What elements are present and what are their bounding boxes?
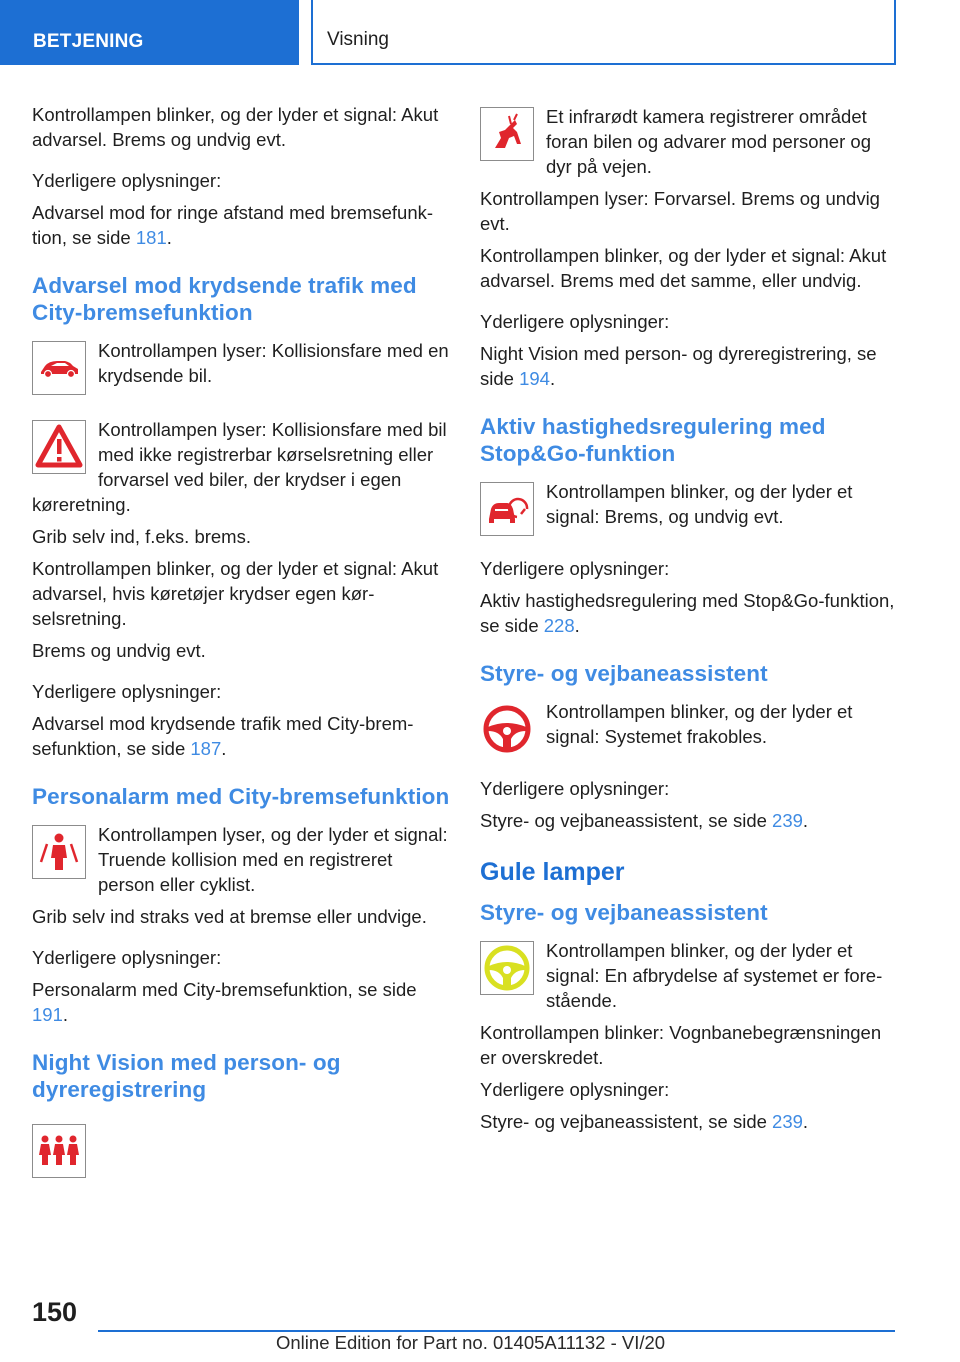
section-heading: Advarsel mod krydsende trafik med City-bremsefunktion [32,273,417,325]
paragraph: Brems og undvig evt. [32,640,206,661]
page-link[interactable]: 239 [772,810,803,831]
deer-warning-icon [480,107,534,161]
paragraph: Grib selv ind, f.eks. brems. [32,526,251,547]
paragraph: Advarsel mod krydsende trafik med City-bremsefunktion, se side 187. [32,713,414,759]
page-link[interactable]: 194 [519,368,550,389]
indicator-item [480,104,898,179]
left-column [32,102,450,1182]
paragraph: Styre- og vejbaneassistent, se side 239. [480,1111,809,1132]
crossing-car-warning-icon [32,341,86,395]
topic-tab[interactable]: Visning [311,0,896,65]
steering-wheel-red-icon [480,702,534,756]
warning-triangle-icon [32,420,86,474]
paragraph: Yderligere oplysninger: [32,681,222,702]
section-heading: Styre- og vejbaneassistent [480,661,768,686]
paragraph: Aktiv hastighedsregulering med Stop&Go-funktion, se side 228. [480,590,895,636]
paragraph: Yderligere oplysninger: [480,778,670,799]
indicator-text: Kontrollampen lyser: Kollisionsfare med en krydsende bil. [98,340,449,386]
section-heading: Aktiv hastighedsregulering med Stop&Go-funktion [480,414,826,466]
paragraph: Kontrollampen lyser: Forvarsel. Brems og undvig evt. [480,188,880,234]
indicator-item [480,699,898,760]
indicator-item [480,479,898,540]
indicator-item [32,417,450,517]
section-heading: Personalarm med City-bremsefunktion [32,784,450,809]
section-heading: Night Vision med person- og dyreregistrering [32,1050,341,1102]
paragraph: Yderligere oplysninger: [32,170,222,191]
indicator-item [32,338,450,399]
paragraph: Yderligere oplysninger: [32,947,222,968]
indicator-text: Kontrollampen blinker, og der lyder et signal: Systemet frakobles. [546,701,853,747]
paragraph: Kontrollampen blinker, og der lyder et signal: Akut advarsel. Brems og undvig evt. [32,104,439,150]
right-column [480,104,898,1134]
page-link[interactable]: 187 [190,738,222,759]
person-warning-icon [32,825,86,879]
page-link[interactable]: 191 [32,1004,63,1025]
steering-wheel-yellow-icon [480,941,534,995]
section-heading: Styre- og vejbaneassistent [480,900,768,925]
paragraph: Styre- og vejbaneassistent, se side 239. [480,810,809,831]
indicator-item [32,822,450,897]
page-number: 150 [32,1297,78,1327]
indicator-item [480,938,898,1013]
section-tab[interactable]: BETJENING [0,0,299,65]
indicator-item [32,1121,450,1182]
edition-footer: Online Edition for Part no. 01405A11132 - VI/20 [276,1332,666,1353]
page-link[interactable]: 181 [135,227,167,248]
paragraph: Night Vision med person- og dyreregistrering, se side 194. [480,343,877,389]
indicator-text: Kontrollampen blinker, og der lyder et signal: Brems, og undvig evt. [546,481,853,527]
indicator-text: Kontrollampen lyser, og der lyder et signal: Truende kollision med en registreret person eller cyklist. [98,824,448,895]
page-link[interactable]: 228 [543,615,575,636]
indicator-text: Kontrollampen blinker, og der lyder et signal: En afbrydelse af systemet er forestående. [546,940,883,1011]
chapter-heading: Gule lamper [480,858,625,886]
paragraph: Kontrollampen blinker: Vognbanebegrænsningen er overskredet. [480,1022,882,1068]
paragraph: Yderligere oplysninger: [480,558,670,579]
cruise-control-car-icon [480,482,534,536]
paragraph: Personalarm med City-bremsefunktion, se side 191. [32,979,417,1025]
paragraph: Yderligere oplysninger: [480,311,670,332]
paragraph: Yderligere oplysninger: [480,1079,670,1100]
paragraph: Kontrollampen blinker, og der lyder et signal: Akut advarsel, hvis køretøjer krydser egen kørselsretning. [32,558,439,629]
paragraph: Advarsel mod for ringe afstand med bremsefunktion, se side 181. [32,202,434,248]
pedestrians-warning-icon [32,1124,86,1178]
page-link[interactable]: 239 [772,1111,803,1132]
paragraph: Grib selv ind straks ved at bremse eller undvige. [32,906,427,927]
indicator-text: Et infrarødt kamera registrerer området foran bilen og advarer mod personer og dyr på vejen. [546,106,871,177]
paragraph: Kontrollampen blinker, og der lyder et signal: Akut advarsel. Brems med det samme, eller undvig. [480,245,887,291]
indicator-text: Kontrollampen lyser: Kollisionsfare med bil med ikke registrerbar kørselsretning eller forvarsel ved biler, der krydser i egen køreretning. [32,419,447,515]
